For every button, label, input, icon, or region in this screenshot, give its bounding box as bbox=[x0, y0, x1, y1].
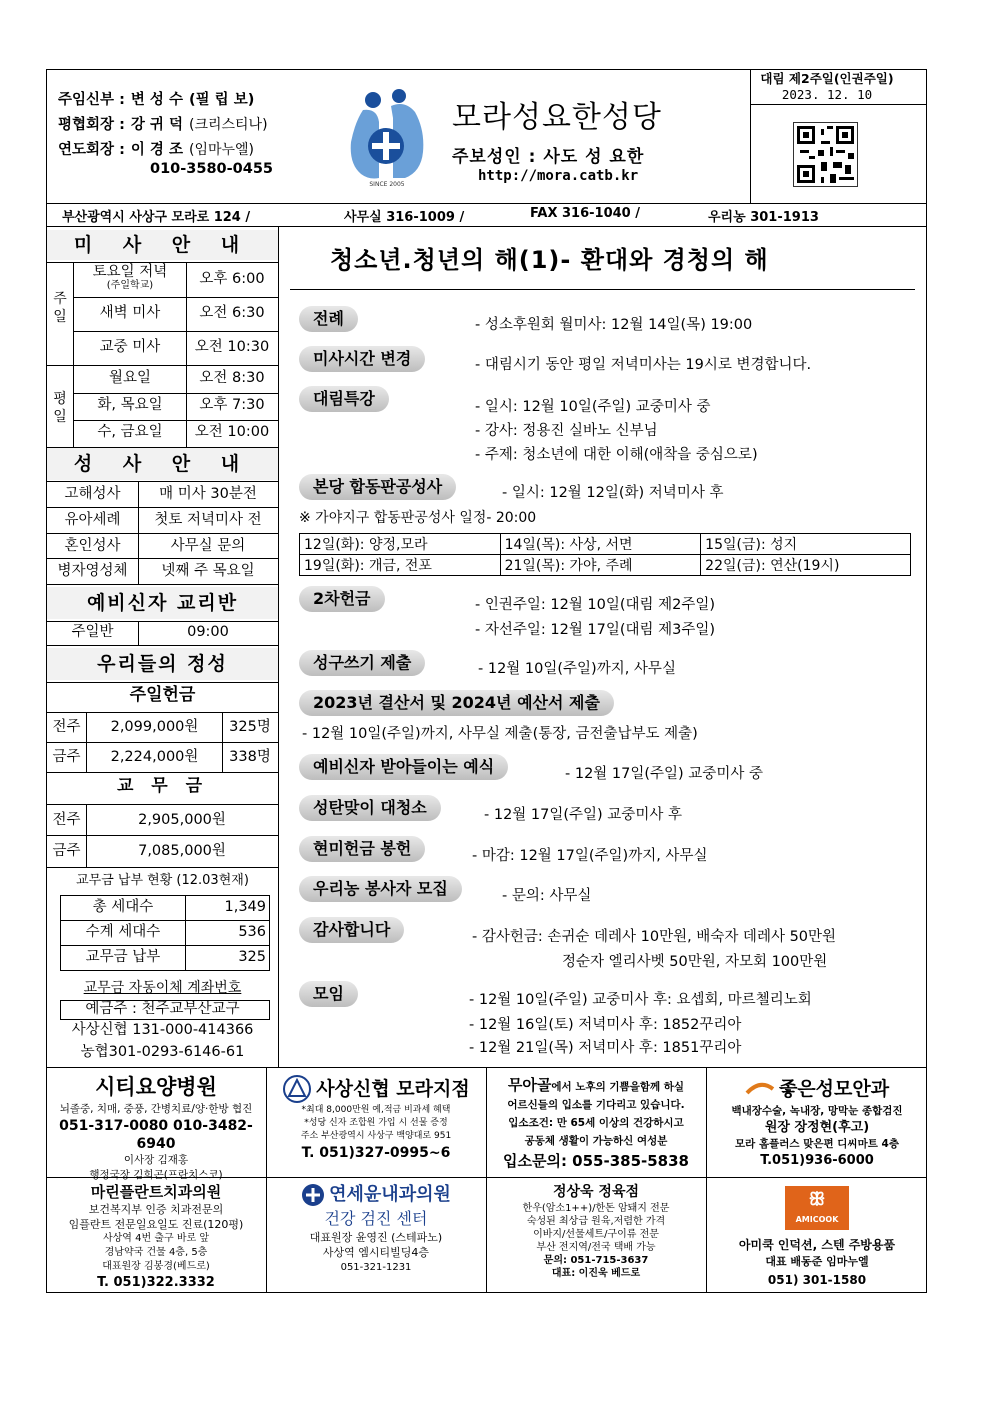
mass-row-time: 오후 6:00 bbox=[199, 271, 265, 287]
notice-thanks-line: 정순자 엘리사벳 50만원, 자모회 100만원 bbox=[562, 954, 828, 970]
patron-saint: 주보성인 : 사도 성 요한 bbox=[452, 147, 645, 167]
notice-scripture-label: 성구쓰기 제출 bbox=[299, 650, 425, 676]
date-box bbox=[752, 71, 902, 103]
amicook-logo-icon: ꕥ AMICOOK bbox=[785, 1186, 849, 1230]
notice-advent-lecture-line: - 일시: 12월 10일(주일) 교중미사 중 bbox=[475, 399, 711, 415]
account-holder: 예금주 : 천주교부산교구 bbox=[85, 1001, 240, 1017]
sunday-offering-title: 주일헌금 bbox=[129, 685, 196, 705]
notice-confession-note: ※ 가야지구 합동판공성사 일정- 20:00 bbox=[299, 510, 537, 526]
dues-status-title: 교무금 납부 현황 (12.03현재) bbox=[76, 873, 249, 888]
dues-curr-label: 금주 bbox=[52, 843, 81, 859]
notice-rice-offering-text: - 마감: 12월 17일(주일)까지, 사무실 bbox=[472, 848, 708, 864]
schedule-cell: 12일(화): 양정,모라 bbox=[300, 534, 501, 555]
notice-budget-label: 2023년 결산서 및 2024년 예산서 제출 bbox=[299, 690, 614, 716]
sunday-label: 주일 bbox=[53, 291, 67, 325]
ad-city-hospital: 시티요양병원 뇌졸중, 치매, 중풍, 간병치료/양·한방 협진 051-317-0080 010-3482-6940 이사장 김재홍 행정국장 김희곤(프란치스코) bbox=[59, 1075, 253, 1181]
status-value: 1,349 bbox=[224, 899, 266, 915]
notice-advent-lecture-line: - 강사: 정용진 실바노 신부님 bbox=[475, 423, 658, 439]
notice-mass-time-label: 미사시간 변경 bbox=[299, 346, 425, 372]
liturgical-season: 대림 제2주일(인권주일) bbox=[760, 71, 894, 86]
dues-curr-amount: 7,085,000원 bbox=[138, 843, 226, 859]
notice-thanks-line: - 감사헌금: 손귀순 데레사 10만원, 배숙자 데레사 50만원 bbox=[472, 929, 837, 945]
prev-week-label: 전주 bbox=[52, 719, 81, 735]
mass-row-name: 교중 미사 bbox=[99, 339, 161, 355]
notice-second-collection-line: - 자선주일: 12월 17일(대림 제3주일) bbox=[475, 622, 716, 638]
church-logo-icon bbox=[333, 82, 441, 190]
council-label: 평협회장 : bbox=[58, 117, 125, 133]
qr-code-icon[interactable] bbox=[793, 122, 858, 187]
council-baptismal: (크리스티나) bbox=[189, 117, 268, 133]
ad-eye-clinic: 좋은성모안과 백내장수술, 녹내장, 망막눈 종합검진 원장 장정현(후고) 모라 홈플러스 맞은편 디씨마트 4층 T.051)936-6000 bbox=[731, 1078, 903, 1168]
notice-budget-text: - 12월 10일(주일)까지, 사무실 제출(통장, 금전출납부도 제출) bbox=[302, 726, 698, 742]
notice-advent-lecture-label: 대림특강 bbox=[299, 386, 389, 412]
confession-schedule-table bbox=[299, 533, 911, 576]
notice-meeting-label: 모임 bbox=[299, 981, 358, 1007]
farm-phone: 우리농 301-1913 bbox=[708, 210, 819, 225]
notice-scripture-text: - 12월 10일(주일)까지, 사무실 bbox=[478, 661, 676, 677]
office-phone: 사무실 316-1009 / bbox=[344, 210, 465, 225]
prev-week-amount: 2,099,000원 bbox=[110, 719, 199, 735]
pastor-label: 주임신부 : bbox=[58, 92, 125, 108]
this-week-label: 금주 bbox=[52, 749, 81, 765]
status-value: 325 bbox=[238, 949, 266, 965]
status-name: 총 세대수 bbox=[92, 899, 154, 915]
mass-row-name: 수, 금요일 bbox=[97, 424, 163, 440]
dues-prev-label: 전주 bbox=[52, 812, 81, 828]
schedule-cell: 15일(금): 성지 bbox=[701, 534, 911, 555]
sacrament-name: 유아세례 bbox=[64, 512, 121, 528]
staff-list bbox=[58, 88, 268, 163]
catechumen-time: 09:00 bbox=[187, 624, 229, 640]
prev-week-count: 325명 bbox=[229, 719, 271, 735]
account-nonghyup: 농협301-0293-6146-61 bbox=[80, 1044, 245, 1060]
notice-volunteer-label: 우리농 봉사자 모집 bbox=[299, 876, 462, 902]
sacrament-title: 성 사 안 내 bbox=[47, 448, 278, 480]
address: 부산광역시 사상구 모라로 124 / bbox=[62, 210, 251, 225]
mass-row-name: 화, 목요일 bbox=[97, 397, 163, 413]
notice-thanks-label: 감사합니다 bbox=[299, 917, 404, 943]
sacrament-name: 병자영성체 bbox=[57, 563, 128, 579]
schedule-cell: 22일(금): 연산(19시) bbox=[701, 555, 911, 576]
district-label: 연도회장 : bbox=[58, 142, 125, 158]
council-name: 강 귀 덕 bbox=[130, 117, 183, 133]
notice-meeting-line: - 12월 10일(주일) 교중미사 후: 요셉회, 마르첼리노회 bbox=[469, 992, 812, 1008]
schedule-cell: 14일(목): 사상, 서면 bbox=[500, 534, 701, 555]
notice-cleaning-label: 성탄맞이 대청소 bbox=[299, 795, 441, 821]
mass-row-time: 오전 6:30 bbox=[199, 305, 265, 321]
pastor-baptismal: (필 립 보) bbox=[189, 92, 255, 108]
clinic-logo-icon bbox=[301, 1183, 325, 1207]
ad-amicook: ꕥ AMICOOK 아미쿡 인덕션, 스텐 주방용품 대표 배동준 임마누엘 051) 301-1580 bbox=[708, 1182, 926, 1290]
account-shinhyup: 사상신협 131-000-414366 bbox=[71, 1022, 254, 1038]
sacrament-value: 사무실 문의 bbox=[170, 538, 246, 554]
sacrament-value: 매 미사 30분전 bbox=[159, 486, 257, 502]
notice-rice-offering-label: 현미헌금 봉헌 bbox=[299, 836, 425, 862]
notice-liturgy-label: 전례 bbox=[299, 306, 358, 332]
status-value: 536 bbox=[238, 924, 266, 940]
notice-liturgy-text: - 성소후원회 월미사: 12월 14일(목) 19:00 bbox=[475, 317, 753, 333]
sacrament-name: 혼인성사 bbox=[64, 538, 121, 554]
ad-internal-clinic: 연세윤내과의원 건강 검진 센터 대표원장 윤영진 (스테파노) 사상역 엠시티빌딩4층 051-321-1231 bbox=[268, 1182, 484, 1275]
schedule-cell: 19일(화): 개금, 전포 bbox=[300, 555, 501, 576]
notice-second-collection-line: - 인권주일: 12월 10일(대림 제2주일) bbox=[475, 597, 716, 613]
schedule-cell: 21일(목): 가야, 주례 bbox=[500, 555, 701, 576]
phone: 010-3580-0455 bbox=[150, 161, 274, 177]
theme-banner: 청소년.청년의 해(1)- 환대와 경청의 해 bbox=[330, 246, 769, 274]
dues-title: 교 무 금 bbox=[116, 776, 209, 796]
shinhyup-logo-icon bbox=[282, 1074, 312, 1104]
mass-row-time: 오전 8:30 bbox=[199, 370, 265, 386]
sacrament-value: 넷째 주 목요일 bbox=[161, 563, 255, 579]
fax-number: FAX 316-1040 / bbox=[530, 206, 640, 221]
mass-row-time: 오후 7:30 bbox=[199, 397, 265, 413]
catechumen-title: 예비신자 교리반 bbox=[47, 587, 278, 619]
weekday-label: 평일 bbox=[53, 391, 67, 425]
eye-logo-icon bbox=[745, 1079, 775, 1099]
notice-mass-time-text: - 대림시기 동안 평일 저녁미사는 19시로 변경합니다. bbox=[475, 357, 812, 373]
account-title: 교무금 자동이체 계좌번호 bbox=[83, 980, 242, 996]
this-week-count: 338명 bbox=[229, 749, 271, 765]
mass-row-name: 토요일 저녁 (주일학교) bbox=[92, 264, 168, 292]
church-url[interactable]: http://mora.catb.kr bbox=[478, 168, 639, 184]
notice-catechumen-rite-label: 예비신자 받아들이는 예식 bbox=[299, 754, 508, 780]
mass-row-time: 오전 10:00 bbox=[194, 424, 270, 440]
status-name: 교무금 납부 bbox=[85, 949, 161, 965]
notice-second-collection-label: 2차헌금 bbox=[299, 586, 385, 612]
bulletin-date: 2023. 12. 10 bbox=[781, 87, 873, 102]
ad-sasang-shinhyup: 사상신협 모라지점 *최대 8,000만원 예,적금 비과세 혜택 *성당 신자 조합원 가입 시 선물 증정 주소 부산광역시 사상구 백양대로 951 T. 051)327-0995~6 bbox=[268, 1074, 484, 1163]
dues-prev-amount: 2,905,000원 bbox=[138, 812, 226, 828]
notice-meeting-line: - 12월 16일(토) 저녁미사 후: 1852꾸리아 bbox=[469, 1017, 742, 1033]
sacrament-name: 고해성사 bbox=[64, 486, 121, 502]
ad-butcher: 정상욱 정육점 한우(암소1++)/한돈 암돼지 전문 숙성된 최상급 원육,저렴한 가격 이바지/선물세트/구이류 전문 부산 전지역/전국 택배 가능 문의: 051-715-3637 대표: 이진욱 베드로 bbox=[522, 1184, 670, 1279]
notice-meeting-line: - 12월 21일(목) 저녁미사 후: 1851꾸리아 bbox=[469, 1040, 742, 1056]
catechumen-class: 주일반 bbox=[71, 624, 114, 640]
church-name: 모라성요한성당 bbox=[452, 100, 662, 135]
sacrament-value: 첫토 저녁미사 전 bbox=[154, 512, 262, 528]
this-week-amount: 2,224,000원 bbox=[110, 749, 199, 765]
address-bar bbox=[46, 203, 927, 225]
district-name: 이 경 조 bbox=[130, 142, 183, 158]
logo-since: SINCE 2005 bbox=[369, 181, 405, 188]
notice-volunteer-text: - 문의: 사무실 bbox=[502, 888, 592, 904]
mass-row-name: 새벽 미사 bbox=[99, 305, 161, 321]
ad-nursing-home: 무아골에서 노후의 기쁨을함께 하실 어르신들의 입소를 기다리고 있습니다. 입소조건: 만 65세 이상의 건강하시고 공동체 생활이 가능하신 여성분 입소문의: 055-385-5838 bbox=[502, 1076, 689, 1170]
notice-confession-text: - 일시: 12월 12일(화) 저녁미사 후 bbox=[502, 485, 724, 501]
notice-advent-lecture-line: - 주제: 청소년에 대한 이해(애착을 중심으로) bbox=[475, 447, 758, 463]
ad-dental-clinic: 마린플란트치과의원 보건복지부 인증 치과전문의 임플란트 전문일요일도 진료(120평) 사상역 4번 출구 바로 앞 경남약국 건물 4층, 5층 대표원장 김봉경(베드로) T. 051)322.3332 bbox=[68, 1183, 244, 1290]
status-name: 수계 세대수 bbox=[85, 924, 161, 940]
mass-title: 미 사 안 내 bbox=[47, 230, 278, 260]
pastor-name: 변 성 수 bbox=[130, 92, 183, 108]
notice-confession-label: 본당 합동판공성사 bbox=[299, 474, 456, 500]
mass-row-time: 오전 10:30 bbox=[194, 339, 270, 355]
district-baptismal: (임마누엘) bbox=[189, 142, 255, 158]
notice-cleaning-text: - 12월 17일(주일) 교중미사 후 bbox=[484, 807, 682, 823]
offering-title: 우리들의 정성 bbox=[47, 648, 278, 680]
notice-catechumen-rite-text: - 12월 17일(주일) 교중미사 중 bbox=[565, 766, 763, 782]
mass-row-name: 월요일 bbox=[108, 370, 152, 386]
